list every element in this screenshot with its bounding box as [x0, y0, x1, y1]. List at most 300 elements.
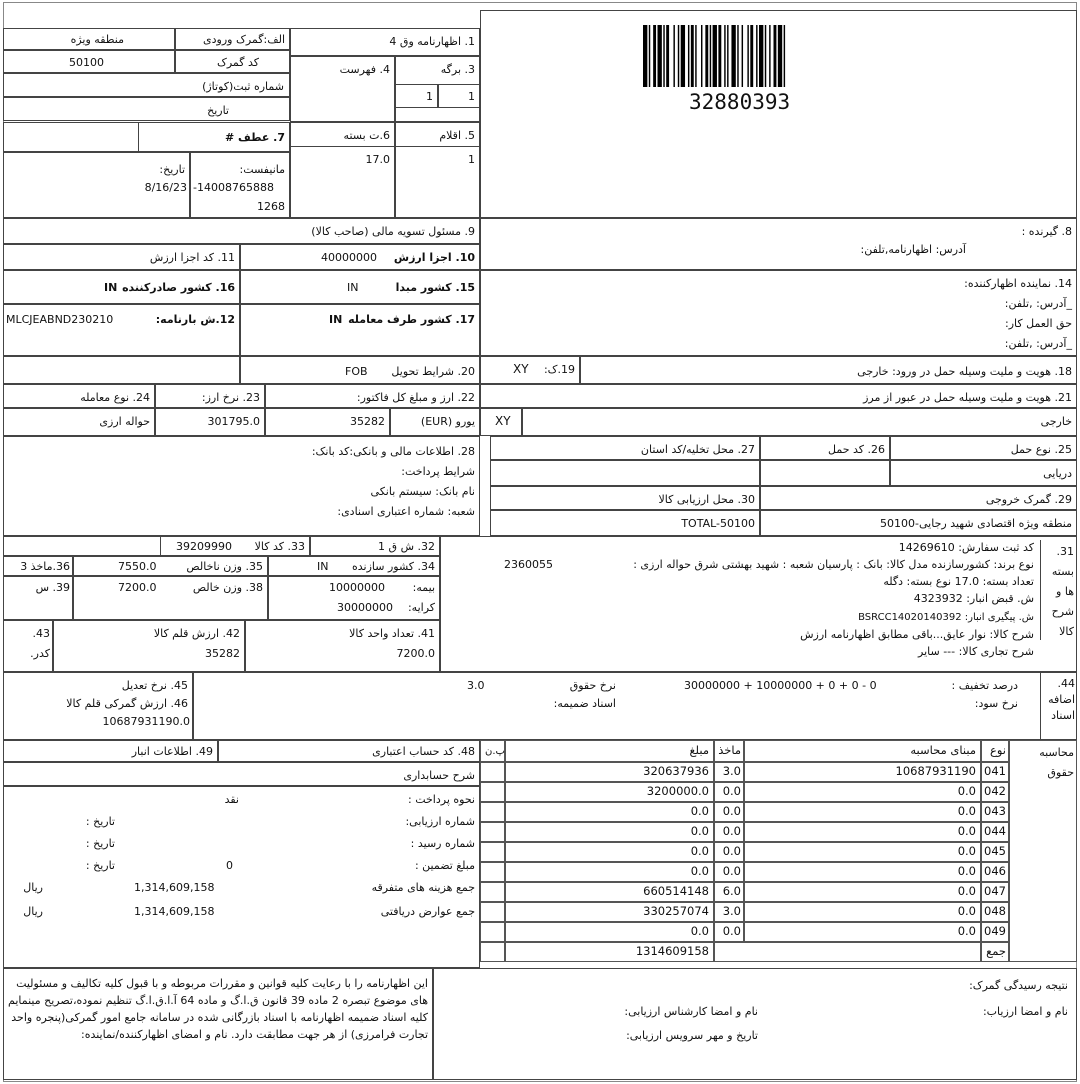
box-34: [268, 556, 440, 576]
duties-label: جمع عوارض دریافتی: [380, 905, 475, 918]
barcode-bar: [731, 25, 735, 87]
manifest-cell: [190, 152, 290, 218]
barcode-bar: [691, 25, 694, 87]
calc-cell-amount: [505, 782, 714, 802]
calc-cell-rate: [714, 802, 744, 822]
calc-cell-pm: [480, 822, 505, 842]
box-9-label: 9. مسئول تسویه مالی (صاحب کالا): [311, 225, 475, 238]
box-30: [490, 486, 760, 510]
calc-value-rate: 0.0: [722, 924, 741, 938]
customs-code-value: 50100: [69, 56, 104, 69]
box-22-amount-cell: [265, 408, 390, 436]
box-1-label: 1. اظهارنامه وق 4: [389, 35, 475, 48]
receipt-number-label: شماره رسید :: [410, 837, 475, 850]
calc-cell-base: [744, 762, 981, 782]
calc-cell-pm: [480, 762, 505, 782]
calc-value-base: 0.0: [957, 824, 976, 838]
box-31: [440, 536, 1077, 672]
reg-number-label: شماره ثبت(کوتاژ): [202, 80, 284, 93]
calc-cell-pm: [480, 802, 505, 822]
box-48-label: 48. کد حساب اعتباری: [372, 745, 475, 758]
barcode-bar: [750, 25, 753, 87]
box-23-value-cell: [155, 408, 265, 436]
barcode-bar: [774, 25, 777, 87]
box-41: [245, 620, 440, 672]
barcode-bar: [710, 25, 711, 87]
discount-formula: 30000000 + 10000000 + 0 + 0 - 0: [684, 679, 877, 692]
calc-cell-pm: [480, 842, 505, 862]
box-21-value-cell: [522, 408, 1077, 436]
box-5-value: 1: [468, 153, 475, 166]
box-15-label: 15. کشور مبدا: [395, 281, 475, 294]
box-7-inner: [3, 122, 139, 152]
calc-value-base: 0.0: [957, 844, 976, 858]
barcode-bar: [742, 25, 743, 87]
assessment-date-label: تاریخ :: [85, 815, 115, 828]
box-8-label: 8. گیرنده :: [1021, 225, 1072, 238]
barcode-bar: [727, 25, 728, 87]
calc-cell-base: [744, 822, 981, 842]
calc-value-amount: 3200000.0: [646, 784, 709, 798]
barcode-image: [643, 25, 819, 87]
calc-cell-amount: [505, 802, 714, 822]
calc-cell-type: [981, 922, 1009, 942]
box-31-description: شرح کالا: نوار عایق...باقی مطابق اظهارنامه ارزش: [800, 628, 1034, 641]
total-spacer-cell: [714, 942, 981, 962]
calc-value-amount: 330257074: [643, 904, 709, 918]
header-pm-label: پ.ن: [485, 746, 505, 757]
box-19-label: 19.ک:: [543, 363, 575, 376]
header-amount: [505, 740, 714, 762]
calc-value-amount: 0.0: [690, 924, 709, 938]
calc-cell-type: [981, 882, 1009, 902]
box-44-label: 44. اضافه اسناد: [1048, 677, 1075, 722]
box-31-trade-description: شرح تجاری کالا: --- سایر: [918, 645, 1034, 658]
calc-value-amount: 0.0: [690, 844, 709, 858]
box-18-label: 18. هویت و ملیت وسیله حمل در ورود: خارجی: [857, 365, 1072, 378]
box-38-value: 7200.0: [118, 581, 157, 594]
barcode-bar: [705, 25, 708, 87]
calc-value-amount: 660514148: [643, 884, 709, 898]
box-29-value: منطقه ویژه اقتصادی شهید رجایی-50100: [880, 517, 1072, 530]
box-31-side-label: [1040, 540, 1076, 640]
box-18: [580, 356, 1077, 384]
calc-cell-pm: [480, 862, 505, 882]
box-3-label: 3. برگه: [440, 63, 475, 76]
header-type: [981, 740, 1009, 762]
box-46-value: 10687931190.0: [102, 715, 190, 728]
footer-declaration: [3, 968, 433, 1080]
box-21-value: خارجی: [1040, 415, 1072, 428]
total-label-cell: [981, 942, 1009, 962]
barcode-number: 32880393: [689, 90, 791, 114]
duties-value: 1,314,609,158: [134, 905, 215, 918]
calc-cell-amount: [505, 822, 714, 842]
box-28: [3, 436, 480, 536]
calc-value-base: 10687931190: [895, 764, 976, 778]
box-19: [480, 356, 580, 384]
box-20-left: [3, 356, 240, 384]
box-30-value: TOTAL-50100: [681, 517, 755, 530]
header-rate-label: ماخذ: [718, 743, 741, 757]
calc-cell-amount: [505, 882, 714, 902]
box-30-value-cell: [490, 510, 760, 536]
reg-number-cell: [3, 73, 290, 97]
box-29-value-cell: [760, 510, 1077, 536]
calc-value-type: 046: [984, 864, 1006, 878]
box-1: [290, 28, 480, 56]
box-25-label: 25. نوع حمل: [1010, 443, 1072, 456]
special-zone-label: منطقه ویژه: [70, 33, 124, 46]
profit-rate-label: نرخ سود:: [974, 697, 1018, 710]
box-28-bank: نام بانک: سیستم بانکی: [370, 485, 475, 498]
box-35-label: 35. وزن ناخالص: [186, 560, 263, 573]
discount-label: درصد تخفیف :: [951, 679, 1018, 692]
calc-cell-base: [744, 862, 981, 882]
freight-label: کرایه:: [407, 601, 435, 614]
box-36-label: 36.ماخذ 3: [20, 560, 70, 573]
box-5-label: 5. اقلام: [439, 129, 475, 142]
duty-rate-label: نرخ حقوق: [569, 679, 616, 692]
box-43: [3, 620, 53, 672]
box-27: [490, 436, 760, 460]
calc-cell-base: [744, 902, 981, 922]
box-39-label: 39. س: [35, 581, 70, 594]
box-20-label: 20. شرایط تحویل: [391, 365, 475, 378]
box-25-value: دریایی: [1043, 467, 1072, 480]
header-rate: [714, 740, 744, 762]
manifest-date-label: تاریخ:: [159, 163, 185, 176]
calc-cell-base: [744, 842, 981, 862]
box-31-brand-number: 2360055: [504, 558, 553, 571]
box-24-label: 24. نوع معامله: [80, 391, 150, 404]
box-16-value: IN: [104, 281, 118, 294]
box-33: [160, 536, 310, 556]
special-zone-cell: [3, 28, 175, 50]
calc-cell-type: [981, 802, 1009, 822]
calc-cell-pm: [480, 922, 505, 942]
calc-cell-rate: [714, 822, 744, 842]
box-24-value: حواله ارزی: [99, 415, 150, 428]
manifest-date-cell: [3, 152, 190, 218]
barcode-bar: [724, 25, 725, 87]
customs-result-label: نتیجه رسیدگی گمرک:: [969, 979, 1068, 992]
box-42: [53, 620, 245, 672]
box-42-value: 35282: [205, 647, 240, 660]
barcode-bar: [663, 25, 664, 87]
calc-cell-type: [981, 822, 1009, 842]
calc-cell-base: [744, 882, 981, 902]
top-date-cell: [3, 97, 290, 121]
insurance-value: 10000000: [329, 581, 385, 594]
box-6-label: 6.ت بسته: [343, 129, 390, 142]
misc-costs-currency: ریال: [23, 881, 43, 894]
barcode-bar: [759, 25, 763, 87]
accounting-desc-row: [3, 762, 480, 786]
calc-value-rate: 0.0: [722, 824, 741, 838]
box-17: [240, 304, 480, 356]
box-44: [193, 672, 1077, 740]
customs-code-label-cell: [175, 50, 290, 73]
box-20: [240, 356, 480, 384]
box-19-value: XY: [513, 362, 529, 376]
top-date-label: تاریخ: [207, 104, 229, 117]
calc-cell-pm: [480, 902, 505, 922]
box-14-line-2: حق العمل کار:: [1005, 317, 1072, 330]
box-45-46: [3, 672, 193, 740]
barcode-bar: [673, 25, 674, 87]
barcode-bar: [688, 25, 689, 87]
box-31-tracking: ش. پیگیری انبار: BSRCC14020140392: [858, 612, 1034, 623]
box-3-sheet-a: [395, 84, 438, 108]
calc-value-type: 047: [984, 884, 1006, 898]
box-45-label: 45. نرخ تعدیل: [121, 679, 188, 692]
total-value-cell: [505, 942, 714, 962]
box-15: [240, 270, 480, 304]
barcode-bar: [681, 25, 685, 87]
barcode-bar: [653, 25, 656, 87]
box-42-label: 42. ارزش قلم کالا: [153, 627, 240, 640]
box-34-label: 34. کشور سازنده: [351, 560, 435, 573]
barcode-bar: [769, 25, 770, 87]
manifest-value-2: 1268: [257, 200, 285, 213]
box-22-label: 22. ارز و مبلغ کل فاکتور:: [356, 391, 475, 404]
barcode-bar: [701, 25, 702, 87]
calc-side-label: محاسبه حقوق: [1039, 746, 1074, 779]
duty-rate-value: 3.0: [467, 679, 485, 692]
box-14-label: 14. نماینده اظهارکننده:: [964, 277, 1072, 290]
header-base-label: مبنای محاسبه: [910, 743, 976, 757]
assessment-number-label: شماره ارزیابی:: [405, 815, 475, 828]
box-21: [480, 384, 1077, 408]
box-21-code-cell: [480, 408, 522, 436]
pay-method-label: نحوه پرداخت :: [408, 793, 475, 806]
box-14-line-3: _آدرس: ,تلفن:: [1004, 337, 1072, 350]
expert-signature-label: نام و امضا کارشناس ارزیابی:: [624, 1005, 758, 1018]
barcode-bar: [666, 25, 669, 87]
guarantee-value: 0: [226, 859, 233, 872]
guarantee-date-label: تاریخ :: [85, 859, 115, 872]
receipt-date-label: تاریخ :: [85, 837, 115, 850]
calc-cell-rate: [714, 782, 744, 802]
insurance-label: بیمه:: [412, 581, 435, 594]
calc-cell-type: [981, 842, 1009, 862]
box-20-value: FOB: [345, 365, 368, 378]
box-4: [290, 56, 395, 122]
header-base: [744, 740, 981, 762]
calc-side-label-cell: [1009, 740, 1077, 962]
box-24: [3, 384, 155, 408]
box-49-label: 49. اطلاعات انبار: [131, 745, 213, 758]
box-7-label: 7. عطف #: [224, 131, 285, 144]
box-26: [760, 436, 890, 460]
calc-cell-type: [981, 782, 1009, 802]
calc-value-rate: 0.0: [722, 784, 741, 798]
calc-value-amount: 0.0: [690, 824, 709, 838]
box-9: [3, 218, 480, 244]
box-23-label: 23. نرخ ارز:: [201, 391, 260, 404]
box-28-branch: شعبه: شماره اعتباری اسنادی:: [337, 505, 475, 518]
box-31-label: 31. بسته ها و شرح کالا: [1051, 545, 1074, 638]
barcode-bar: [747, 25, 748, 87]
barcode-box: [480, 10, 1077, 218]
box-25: [890, 436, 1077, 460]
box-8: [480, 218, 1077, 270]
calc-cell-base: [744, 922, 981, 942]
box-22-currency-cell: [390, 408, 480, 436]
box-22-amount: 35282: [350, 415, 385, 428]
box-38: [73, 576, 268, 620]
box-8-address: آدرس: اظهارنامه,تلفن:: [860, 243, 966, 256]
box-33-label: 33. کد کالا: [254, 540, 305, 553]
box-32-label: 32. ش ق 1: [378, 540, 435, 553]
calc-cell-base: [744, 782, 981, 802]
box-31-packages: تعداد بسته: 17.0 نوع بسته: دگله: [883, 575, 1034, 588]
box-10-label: 10. اجزا ارزش: [393, 251, 475, 264]
barcode-bar: [713, 25, 717, 87]
calc-cell-amount: [505, 842, 714, 862]
calc-value-rate: 0.0: [722, 844, 741, 858]
misc-costs-value: 1,314,609,158: [134, 881, 215, 894]
manifest-value: -14008765888: [193, 181, 274, 194]
box-28-payment: شرایط پرداخت:: [401, 465, 475, 478]
barcode-bar: [658, 25, 662, 87]
box-6-value: 17.0: [365, 153, 390, 166]
box-14-line-1: _آدرس: ,تلفن:: [1004, 297, 1072, 310]
calc-cell-amount: [505, 902, 714, 922]
box-12-label: 12.ش بارنامه:: [155, 313, 235, 326]
calc-cell-rate: [714, 922, 744, 942]
box-17-value: IN: [329, 313, 343, 326]
box-48: [218, 740, 480, 762]
box-37: [268, 576, 440, 620]
calc-value-amount: 0.0: [690, 804, 709, 818]
calc-cell-type: [981, 862, 1009, 882]
barcode-bar: [718, 25, 721, 87]
guarantee-label: مبلغ تضمین :: [414, 859, 475, 872]
box-26-label: 26. کد حمل: [828, 443, 885, 456]
attached-docs-label: اسناد ضمیمه:: [553, 697, 616, 710]
header-type-label: نوع: [989, 743, 1006, 757]
box-31-order: کد ثبت سفارش: 14269610: [898, 541, 1034, 554]
service-stamp-label: تاریخ و مهر سرویس ارزیابی:: [626, 1029, 758, 1042]
box-35-value: 7550.0: [118, 560, 157, 573]
box-10-value: 40000000: [321, 251, 377, 264]
calc-cell-base: [744, 802, 981, 822]
freight-value: 30000000: [337, 601, 393, 614]
calc-value-base: 0.0: [957, 804, 976, 818]
calc-value-base: 0.0: [957, 784, 976, 798]
footer-signatures: [433, 968, 1077, 1080]
assessor-signature-label: نام و امضا ارزیاب:: [982, 1005, 1068, 1018]
box-23: [155, 384, 265, 408]
box-10: [240, 244, 480, 270]
box-24-value-cell: [3, 408, 155, 436]
customs-code-value-cell: [3, 50, 175, 73]
box-22-currency: یورو (EUR): [420, 415, 475, 428]
box-34-value: IN: [317, 560, 329, 573]
calc-value-type: 044: [984, 824, 1006, 838]
barcode-bar: [695, 25, 696, 87]
accounting-block: [3, 786, 480, 968]
box-17-label: 17. کشور طرف معامله: [348, 313, 475, 326]
calc-value-base: 0.0: [957, 924, 976, 938]
calc-value-type: 045: [984, 844, 1006, 858]
box-22: [265, 384, 480, 408]
total-value: 1314609158: [635, 944, 709, 958]
box-38-label: 38. وزن خالص: [192, 581, 263, 594]
box-6-value-cell: [290, 146, 395, 218]
calc-value-type: 048: [984, 904, 1006, 918]
calc-value-base: 0.0: [957, 864, 976, 878]
box-44-side-label: [1040, 672, 1077, 740]
pay-method-value: نقد: [224, 793, 239, 806]
box-25-value-cell: [890, 460, 1077, 486]
header-amount-label: مبلغ: [689, 743, 709, 757]
box-32: [310, 536, 440, 556]
calc-cell-rate: [714, 862, 744, 882]
manifest-date-value: 8/16/23: [144, 181, 187, 194]
box-46-label: 46. ارزش گمرکی قلم کالا: [66, 697, 188, 710]
duty-calc-table: [480, 740, 1077, 968]
box-27-label: 27. محل تخلیه/کد استان: [640, 443, 755, 456]
box-16: [3, 270, 240, 304]
barcode-bar: [678, 25, 679, 87]
box-12-value: MLCJEABND230210: [6, 313, 114, 326]
box-39: [3, 576, 73, 620]
calc-value-rate: 3.0: [722, 764, 741, 778]
barcode-bar: [737, 25, 738, 87]
box-3-value-b: 1: [468, 90, 475, 103]
total-pm-cell: [480, 942, 505, 962]
box-21-label: 21. هویت و ملیت وسیله حمل در عبور از مرز: [863, 391, 1072, 404]
calc-value-amount: 0.0: [690, 864, 709, 878]
box-26-value-cell: [760, 460, 890, 486]
box-43-label: 43.: [32, 627, 50, 640]
box-49: [3, 740, 218, 762]
calc-value-type: 049: [984, 924, 1006, 938]
box-29-label: 29. گمرک خروجی: [985, 493, 1072, 506]
box-29: [760, 486, 1077, 510]
barcode-bar: [643, 25, 647, 87]
box-31-brand: نوع برند: کشورسازنده مدل کالا: بانک : پارسیان شعبه : شهید بهشتی شرق حواله ارزی :: [633, 558, 1034, 571]
calc-value-base: 0.0: [957, 904, 976, 918]
calc-cell-type: [981, 762, 1009, 782]
box-11-label: 11. کد اجزا ارزش: [149, 251, 235, 264]
barcode-bar: [765, 25, 766, 87]
header-pm: [480, 740, 505, 762]
box-43-sub: کدر.: [30, 647, 50, 660]
calc-value-type: 042: [984, 784, 1006, 798]
calc-cell-rate: [714, 842, 744, 862]
box-21-code: XY: [495, 414, 511, 428]
customs-code-label: کد گمرک: [216, 56, 259, 69]
barcode-bar: [756, 25, 757, 87]
box-11: [3, 244, 240, 270]
manifest-label: مانیفست:: [239, 163, 285, 176]
calc-value-rate: 0.0: [722, 804, 741, 818]
calc-cell-rate: [714, 882, 744, 902]
barcode-bar: [649, 25, 650, 87]
box-12: [3, 304, 240, 356]
box-3-sheet-b: [438, 84, 480, 108]
entry-customs-cell: [175, 28, 290, 50]
declaration-text: این اظهارنامه را با رعایت کلیه قوانین و مقررات مربوطه و با قبول کلیه تکالیف و مسئولیت های موضوع تبصره 2 ماده 39 قانون ق.ا.گ و ماده 64 آ.ا.ق.ا.گ تنظیم نموده،تصریح مینمایم کلیه اسناد ضمیمه اظهارنامه با اسناد بازرگانی شده در سامانه جامع امور گمرکی(پنجره واحد تجارت فرامرزی) از هر جهت مطابقت دارد. نام و امضای اظهارکننده/نماینده:: [8, 977, 428, 1041]
box-15-value: IN: [347, 281, 359, 294]
duties-currency: ریال: [23, 905, 43, 918]
box-33-value: 39209990: [176, 540, 232, 553]
calc-cell-rate: [714, 902, 744, 922]
